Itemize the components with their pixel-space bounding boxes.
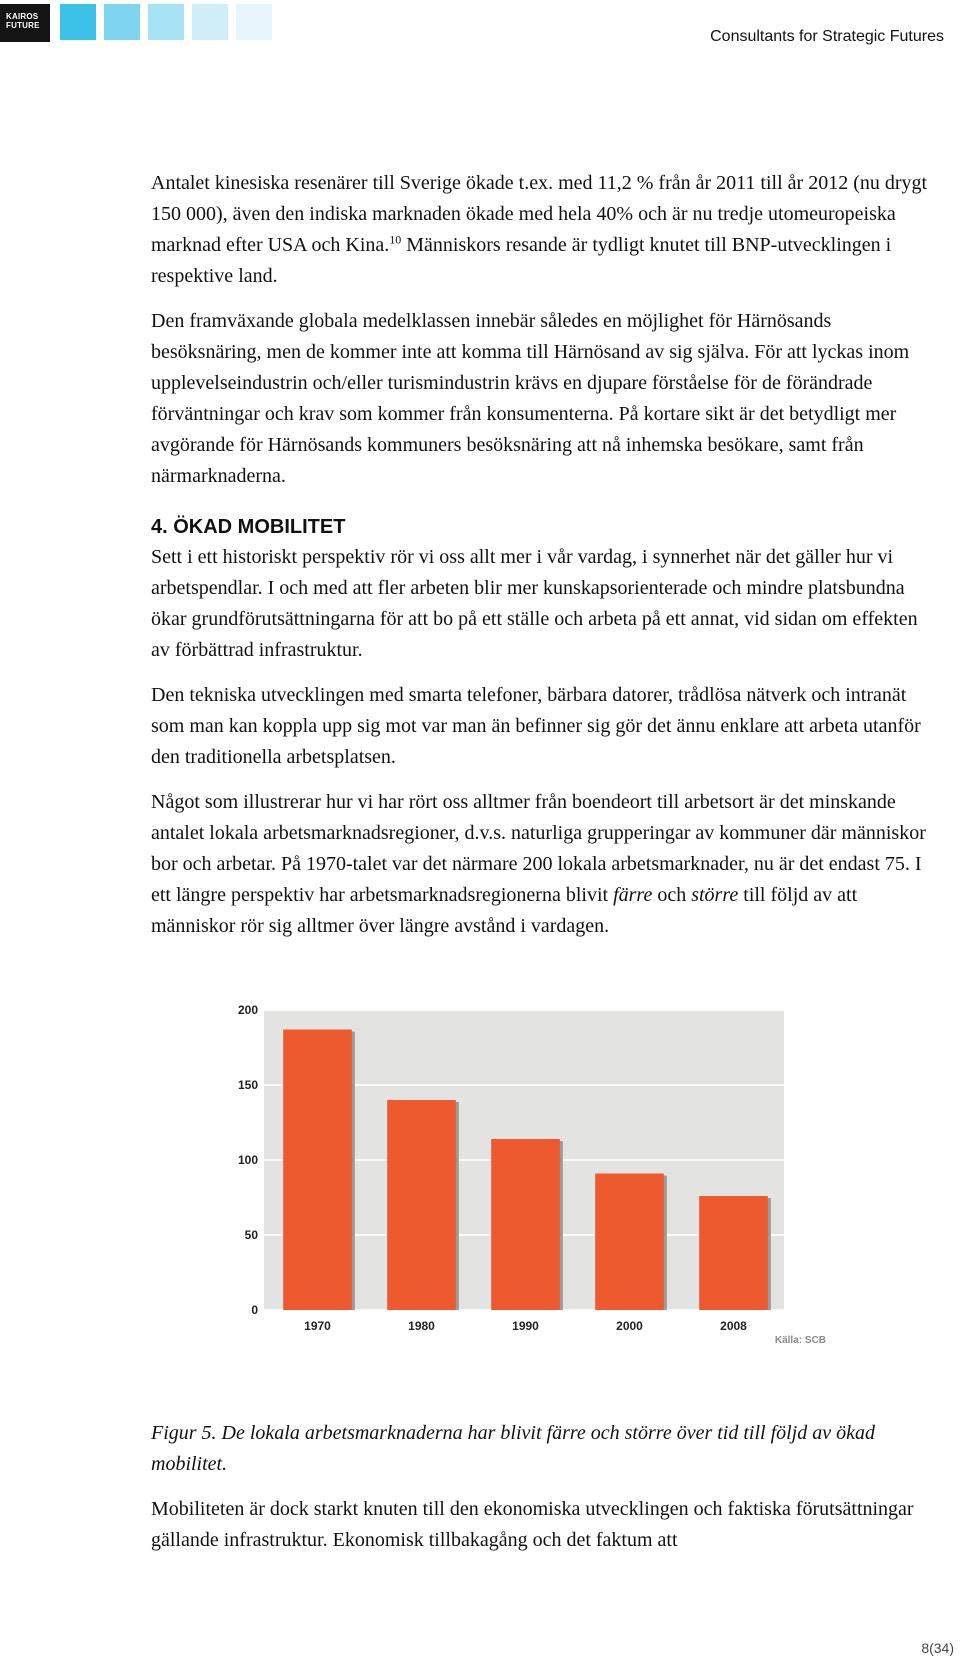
bar-2008: [699, 1196, 768, 1310]
x-tick-label: 1990: [512, 1319, 539, 1333]
header-tagline: Consultants for Strategic Futures: [710, 28, 944, 45]
paragraph-6: Mobiliteten är dock starkt knuten till den ekonomiska utvecklingen och faktiska förutsättningar gällande infrastruktur. Ekonomisk tillbakagång och det faktum att: [151, 1498, 914, 1551]
y-tick-label: 100: [237, 1153, 258, 1167]
paragraph-4: Den tekniska utvecklingen med smarta telefoner, bärbara datorer, trådlösa nätverk och intranät som man kan koppla upp sig mot var man än befinner sig gör det ännu enklare att arbeta utanför den traditionella arbetsplatsen.: [151, 684, 921, 768]
x-tick-label: 2000: [616, 1319, 643, 1333]
logo-line-2: FUTURE: [6, 21, 40, 30]
header-square-2: [104, 4, 140, 40]
y-tick-label: 50: [244, 1228, 258, 1242]
header-square-4: [192, 4, 228, 40]
bar-1980: [387, 1100, 456, 1310]
bar-chart: [230, 998, 890, 1378]
paragraph-3: Sett i ett historiskt perspektiv rör vi oss allt mer i vår vardag, i synnerhet när det gäller hur vi arbetspendlar. I och med att fler arbeten blir mer kunskapsorienterade och mindre platsbundna ökar grundförutsättningarna för att bo på ett ställe och arbeta på ett annat, vid sidan om effekten av förbättrad infrastruktur.: [151, 546, 918, 661]
page-header: [0, 0, 960, 50]
paragraph-5: Något som illustrerar hur vi har rört oss alltmer från boendeort till arbetsort är det minskande antalet lokala arbetsmarknadsregioner, d.v.s. naturliga grupperingar av kommuner där människor bor och arbetar. På 1970-talet var det närmare 200 lokala arbetsmarknader, nu är det endast 75. I ett längre perspektiv har arbetsmarknadsregionerna blivit färre och större till följd av att människor rör sig alltmer över längre avstånd i vardagen.: [151, 791, 926, 937]
logo-line-1: KAIROS: [6, 12, 39, 21]
chart-source: Källa: SCB: [774, 1335, 826, 1346]
body-text: [151, 168, 931, 956]
bar-1970: [283, 1030, 352, 1311]
x-tick-label: 1980: [408, 1319, 435, 1333]
header-square-1: [60, 4, 96, 40]
paragraph-2: Den framväxande globala medelklassen innebär således en möjlighet för Härnösands besöksnäring, men de kommer inte att komma till Härnösand av sig själva. För att lyckas inom upplevelseindustrin och/eller turismindustrin krävs en djupare förståelse för de förändrade förväntningar och krav som kommer från konsumenterna. På kortare sikt är det betydligt mer avgörande för Härnösands kommuners besöksnäring att nå inhemska besökare, samt från närmarknaderna.: [151, 310, 910, 487]
lower-text: [151, 1418, 931, 1570]
y-tick-label: 0: [251, 1303, 258, 1317]
footnote-ref[interactable]: 10: [389, 232, 402, 247]
kairos-future-logo: [0, 4, 50, 42]
y-tick-label: 200: [237, 1003, 258, 1017]
figure-caption: Figur 5. De lokala arbetsmarknaderna har blivit färre och större över tid till följd av ökad mobilitet.: [151, 1422, 875, 1475]
x-tick-label: 1970: [304, 1319, 331, 1333]
y-tick-label: 150: [237, 1078, 258, 1092]
paragraph-1: Antalet kinesiska resenärer till Sverige ökade t.ex. med 11,2 % från år 2011 till år 2012 (nu drygt 150 000), även den indiska marknaden ökade med hela 40% och är nu tredje utomeuropeiska marknad efter USA och Kina.$^{10}$ Människors resande är tydligt knutet till BNP-utvecklingen i respektive land.: [151, 172, 928, 287]
bar-1990: [491, 1139, 560, 1310]
x-tick-label: 2008: [720, 1319, 747, 1333]
header-square-3: [148, 4, 184, 40]
page-number: 8(34): [921, 1640, 954, 1656]
header-square-5: [236, 4, 272, 40]
section-heading: 4. ÖKAD MOBILITET: [151, 516, 346, 538]
bar-2000: [595, 1174, 664, 1311]
